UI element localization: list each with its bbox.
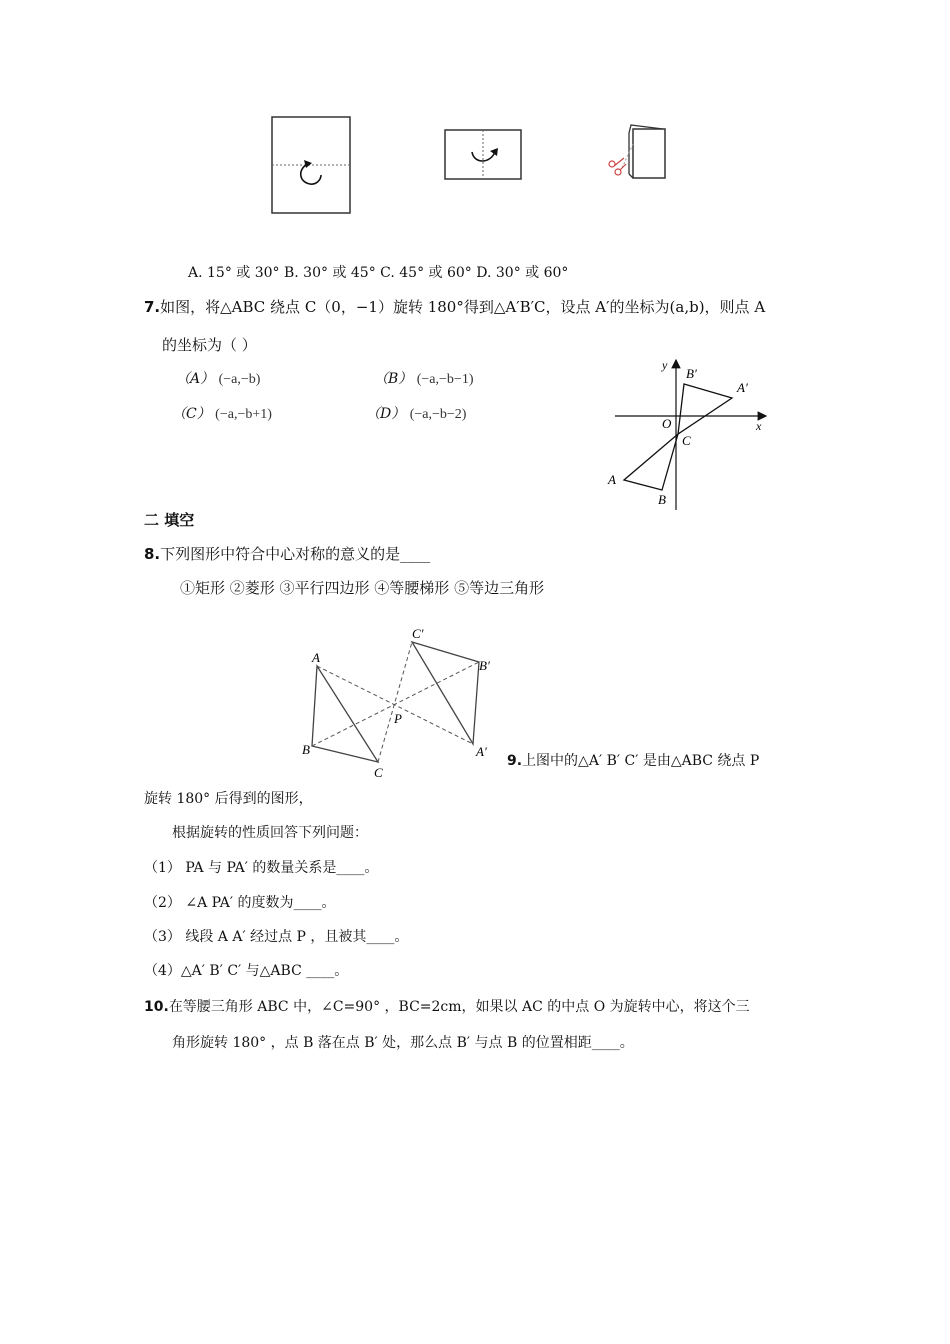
q9-stem-part2: 旋转 180° 后得到的图形， bbox=[144, 791, 313, 807]
scissors-icon bbox=[609, 158, 626, 175]
q9-rotation-figure bbox=[296, 622, 506, 782]
label-a: A bbox=[608, 472, 616, 487]
q9-sub4: （4）△A′ B′ C′ 与△ABC ____。 bbox=[144, 963, 349, 979]
q9-sub2: （2） ∠A PA′ 的度数为____。 bbox=[144, 895, 336, 911]
label-b: B bbox=[658, 492, 666, 507]
q10-number: 10. bbox=[144, 999, 169, 1015]
label-b: B bbox=[302, 742, 310, 757]
label-a-prime: A′ bbox=[476, 744, 487, 759]
q7-stem-line1 bbox=[144, 296, 765, 317]
cut-line bbox=[622, 144, 633, 168]
q6-options: A. 15° 或 30° B. 30° 或 45° C. 45° 或 60° D. 30° 或 60° bbox=[188, 265, 569, 281]
q7-option-b-value: (−a,−b−1) bbox=[416, 372, 474, 387]
q9-stem-part1 bbox=[507, 750, 759, 770]
label-c: C bbox=[682, 433, 691, 448]
q10-line1 bbox=[144, 996, 750, 1016]
q8-stem-text: 下列图形中符合中心对称的意义的是____ bbox=[160, 545, 431, 563]
label-c-prime: C′ bbox=[412, 626, 424, 641]
q7-option-d-value: (−a,−b−2) bbox=[409, 407, 467, 422]
label-a-prime: A′ bbox=[737, 380, 748, 395]
q7-stem-line2: 的坐标为（ ） bbox=[162, 336, 257, 354]
label-y: y bbox=[662, 358, 668, 372]
q8-options: ①矩形 ②菱形 ③平行四边形 ④等腰梯形 ⑤等边三角形 bbox=[180, 579, 545, 597]
q7-coordinate-figure bbox=[600, 352, 780, 512]
label-x: x bbox=[756, 419, 762, 433]
segment-b-b-prime bbox=[312, 662, 479, 746]
q7-option-b bbox=[374, 368, 473, 388]
section-title: 二 填空 bbox=[144, 511, 195, 529]
q7-option-a-label: （A） bbox=[176, 371, 215, 387]
label-a: A bbox=[312, 650, 320, 665]
label-c: C bbox=[374, 765, 383, 780]
q7-option-c-label: （C） bbox=[172, 406, 211, 422]
q9-intro: 根据旋转的性质回答下列问题： bbox=[172, 825, 368, 841]
segment-c-c-prime bbox=[378, 642, 412, 762]
paper-sheet-3 bbox=[633, 129, 665, 178]
triangle-a-prime-b-prime-c-prime bbox=[412, 642, 479, 744]
q9-sub3: （3） 线段 A A′ 经过点 P ，且被其____。 bbox=[144, 929, 409, 945]
q7-option-a bbox=[176, 368, 260, 388]
folding-figures bbox=[260, 108, 690, 223]
q7-option-c-value: (−a,−b+1) bbox=[215, 407, 272, 422]
label-b-prime: B′ bbox=[686, 366, 697, 381]
fold-arrow-icon-1 bbox=[301, 164, 321, 184]
triangle-abc bbox=[624, 434, 678, 490]
label-o: O bbox=[662, 416, 672, 431]
q9-number: 9. bbox=[507, 753, 523, 769]
q8-stem bbox=[144, 543, 430, 564]
q10-line1-text: 在等腰三角形 ABC 中，∠C=90° ，BC=2cm，如果以 AC 的中点 O 为旋转中心，将这个三 bbox=[168, 999, 750, 1015]
paper-sheet-1 bbox=[272, 117, 350, 213]
q7-option-b-label: （B） bbox=[374, 371, 413, 387]
q10-line2: 角形旋转 180° ，点 B 落在点 B′ 处，那么点 B′ 与点 B 的位置相距____。 bbox=[172, 1035, 634, 1051]
q7-option-d bbox=[366, 403, 466, 423]
q9-sub1: （1） PA 与 PA′ 的数量关系是____。 bbox=[144, 860, 379, 876]
q7-option-a-value: (−a,−b) bbox=[218, 372, 261, 387]
q9-stem-text: 上图中的△A′ B′ C′ 是由△ABC 绕点 P bbox=[522, 753, 760, 769]
label-p: P bbox=[394, 711, 402, 726]
label-b-prime: B′ bbox=[479, 658, 490, 673]
q7-option-c bbox=[172, 403, 272, 423]
triangle-a-prime-b-prime-c bbox=[678, 384, 732, 434]
q8-number: 8. bbox=[144, 545, 161, 563]
q7-option-d-label: （D） bbox=[366, 406, 406, 422]
q7-stem-text: 如图，将△ABC 绕点 C（0，−1）旋转 180°得到△A′B′C，设点 A′的坐标为(a,b)，则点 A bbox=[160, 298, 766, 316]
q7-number: 7. bbox=[144, 298, 161, 316]
